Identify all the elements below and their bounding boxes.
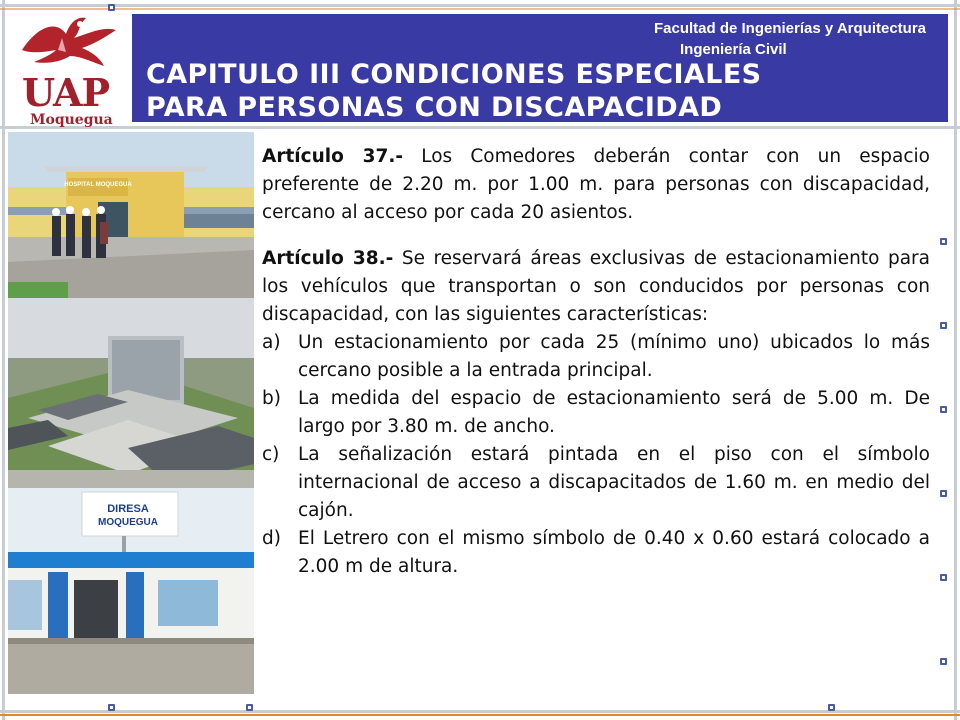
university-logo	[8, 12, 130, 128]
top-border-band	[0, 4, 960, 7]
articles-content	[262, 143, 930, 581]
logo-city: Moquegua	[30, 112, 113, 128]
diresa-sign-line1: DIRESA	[107, 503, 149, 515]
article-38	[262, 245, 930, 329]
list-item	[262, 441, 930, 525]
list-item-text: La señalización estará pintada en el piso con el símbolo internacional de acceso a discapacitados de 1.60 m. en medio del cajón.	[298, 444, 930, 521]
hospital-sign-text: HOSPITAL MOQUEGUA	[64, 182, 132, 188]
article-37-text: Los Comedores deberán contar con un espacio preferente de 2.20 m. por 1.00 m. para personas con discapacidad, cercano al acceso por cada 20 asientos.	[262, 146, 930, 223]
article-38-label: Artículo 38.-	[262, 248, 394, 269]
left-border-band	[2, 0, 5, 720]
article-37-label: Artículo 37.-	[262, 146, 404, 167]
chapter-title	[146, 58, 936, 122]
list-item-text: El Letrero con el mismo símbolo de 0.40 x 0.60 estará colocado a 2.00 m de altura.	[298, 528, 930, 577]
list-item	[262, 385, 930, 441]
list-item-text: Un estacionamiento por cada 25 (mínimo uno) ubicados lo más cercano posible a la entrada principal.	[298, 332, 930, 381]
diresa-building-photo	[8, 488, 254, 694]
chapter-title-line1: CAPITULO III CONDICIONES ESPECIALES	[146, 59, 762, 90]
header-bottom-band	[0, 126, 960, 129]
condor-emblem-icon	[8, 12, 130, 74]
frame-tick-mark	[108, 4, 115, 11]
list-item	[262, 329, 930, 385]
diresa-sign-line2: MOQUEGUA	[98, 517, 158, 528]
frame-tick-mark	[940, 490, 947, 497]
frame-tick-mark	[108, 704, 115, 711]
article-38-text: Se reservará áreas exclusivas de estacionamiento para los vehículos que transportan o son conducidos por personas con discapacidad, con las siguientes características:	[262, 248, 930, 325]
chapter-title-line2: PARA PERSONAS CON DISCAPACIDAD	[146, 92, 723, 122]
frame-tick-mark	[940, 322, 947, 329]
article-37	[262, 143, 930, 227]
frame-tick-mark	[940, 406, 947, 413]
frame-tick-mark	[940, 238, 947, 245]
list-item-text: La medida del espacio de estacionamiento será de 5.00 m. De largo por 3.80 m. de ancho.	[298, 388, 930, 437]
right-border-band	[954, 0, 957, 720]
list-item-marker: b)	[262, 388, 281, 409]
frame-tick-mark	[828, 704, 835, 711]
bottom-border-band	[0, 710, 960, 713]
frame-tick-mark	[940, 658, 947, 665]
logo-acronym: UAP	[22, 70, 110, 115]
hospital-entrance-photo	[8, 132, 254, 298]
list-item-marker: a)	[262, 332, 281, 353]
bottom-accent-line	[0, 714, 960, 716]
top-accent-line	[0, 8, 960, 10]
hospital-render-photo	[8, 298, 254, 488]
slide-header	[132, 14, 948, 122]
career-name: Ingeniería Civil	[680, 41, 787, 58]
frame-tick-mark	[246, 704, 253, 711]
faculty-name: Facultad de Ingenierías y Arquitectura	[653, 20, 926, 37]
list-item-marker: d)	[262, 528, 281, 549]
frame-tick-mark	[940, 574, 947, 581]
list-item	[262, 525, 930, 581]
list-item-marker: c)	[262, 444, 280, 465]
